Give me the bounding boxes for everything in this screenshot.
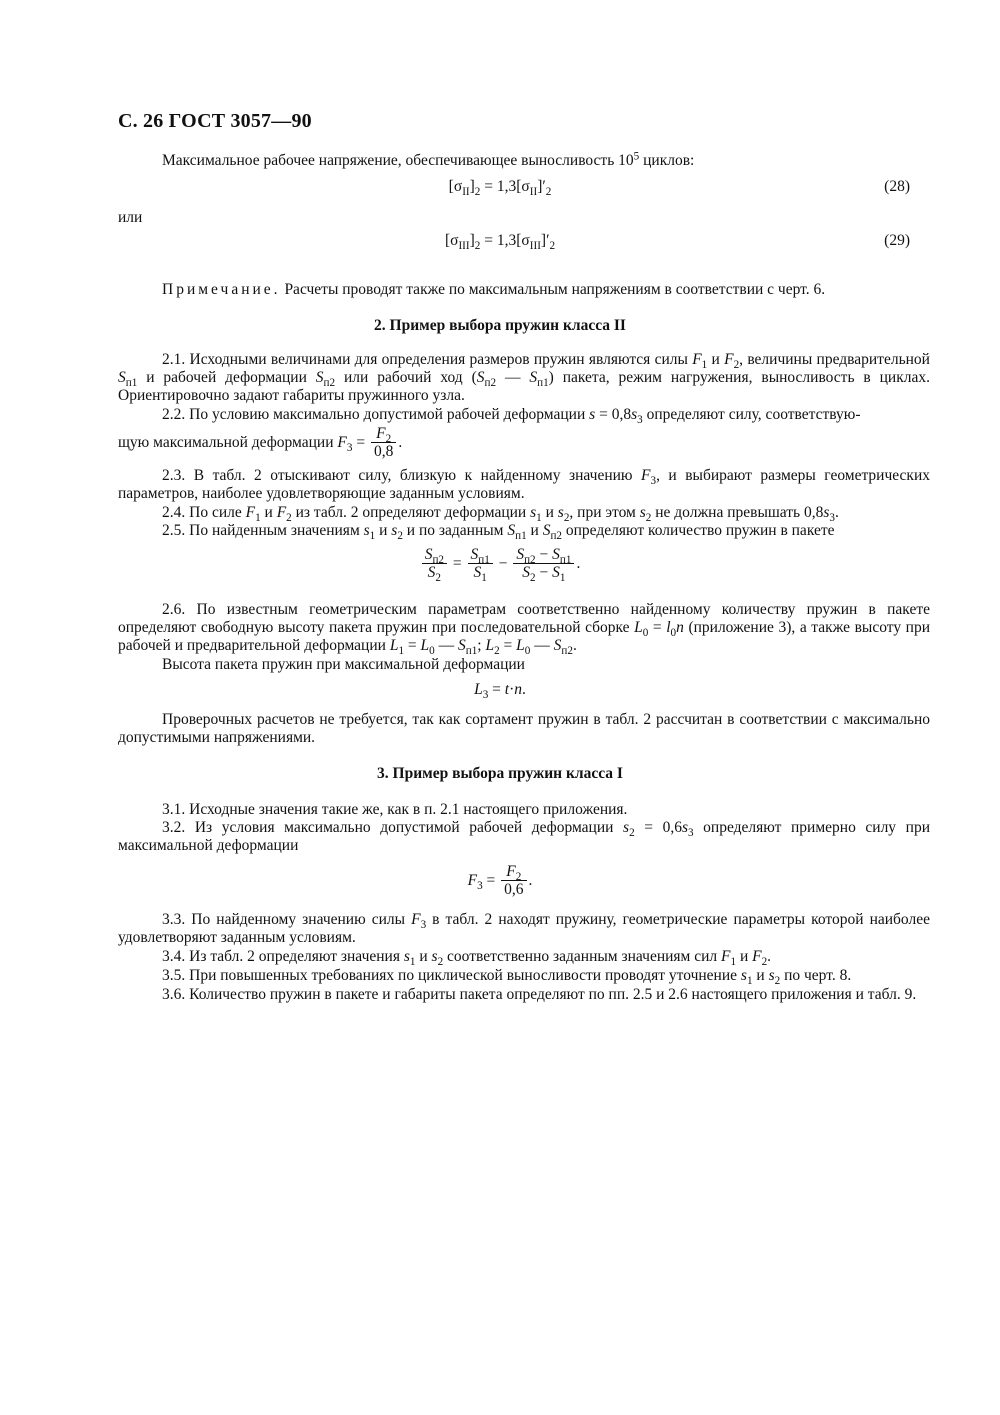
paragraph-2-6-text: 2.6. По известным геометрическим параметрам соответственно найденному количеству пружин в пакете определяют свободную высоту пакета пружин при последовательной сборке (118, 601, 930, 636)
paragraph-2-1-text: 2.1. Исходными величинами для определения размеров пружин являются силы (162, 351, 693, 368)
fraction-f2-over-08: $\frac{F_2}{0,8}$ (371, 426, 396, 461)
section-2-heading: 2. Пример выбора пружин класса II (374, 317, 626, 334)
paragraph-2-5-text: 2.5. По найденным значениям (162, 522, 364, 539)
paragraph-3-2-text: 3.2. Из условия максимально допустимой рабочей деформации (162, 819, 624, 836)
paragraph-height: Высота пакета пружин при максимальной деформации (162, 656, 525, 673)
intro-text: Максимальное рабочее напряжение, обеспечивающее выносливость 10 (162, 152, 634, 169)
note-paragraph (118, 281, 930, 299)
paragraph-2-2: 2.2. По условию максимально допустимой рабочей деформации $s = 0,8s_3$ определяют силу, соответствую- (162, 406, 861, 426)
paragraph-3-1: 3.1. Исходные значения такие же, как в п. 2.1 настоящего приложения. (162, 801, 628, 818)
equation-28-number: (28) (884, 178, 910, 195)
paragraph-3-3-text: 3.3. По найденному значению силы (162, 911, 412, 928)
paragraph-2-2-cont: щую максимальной деформации $F_3$ = $\frac{F_2}{0,8}$ . (118, 425, 403, 460)
equation-29: $[\sigma_{III}]_2 = 1,3[\sigma_{III}]'_2$ (444, 232, 556, 252)
paragraph-2-6: 2.6. По известным геометрическим параметрам соответственно найденному количеству пружин в пакете определяют свободную высоту пакета пружин при последовательной сборке $L_0 = l_0n$ (приложение 3), а также высоту при рабочей и предварительной деформации $L_1 = L_0$ — $S_{п1}$; $L_2 = L_0$ — $S_{п2}$. (118, 601, 930, 657)
note-label: Примечание. (162, 281, 281, 298)
intro-end: циклов: (639, 152, 695, 169)
paragraph-3-4: 3.4. Из табл. 2 определяют значения $s_1$ и $s_2$ соответственно заданным значениям сил $F_1$ и $F_2$. (162, 948, 772, 968)
paragraph-2-5: 2.5. По найденным значениям $s_1$ и $s_2$ и по заданным $S_{п1}$ и $S_{п2}$ определяют количество пружин в пакете (162, 522, 835, 542)
paragraph-3-3: 3.3. По найденному значению силы $F_3$ в табл. 2 находят пружину, геометрические параметры которой наиболее удовлетворяют заданным условиям. (118, 911, 930, 946)
page-header: С. 26 ГОСТ 3057—90 (118, 110, 312, 132)
intro-paragraph (118, 152, 930, 170)
paragraph-3-5-text: 3.5. При повышенных требованиях по циклической выносливости проводят уточнение (162, 967, 741, 984)
paragraph-2-3: 2.3. В табл. 2 отыскивают силу, близкую к найденному значению $F_3$, и выбирают размеры геометрических параметров, наиболее удовлетворяющие заданным условиям. (118, 467, 930, 502)
note-text: Расчеты проводят также по максимальным напряжениям в соответствии с черт. 6. (280, 281, 826, 298)
intro-exponent: 5 (633, 150, 640, 163)
paragraph-2-4-text: 2.4. По силе (162, 504, 246, 521)
paragraph-2-3-text: 2.3. В табл. 2 отыскивают силу, близкую к найденному значению (162, 467, 642, 484)
paragraph-check: Проверочных расчетов не требуется, так как сортамент пружин в табл. 2 рассчитан в соответствии с максимально допустимыми напряжениями. (118, 711, 930, 746)
section-3-heading: 3. Пример выбора пружин класса I (377, 765, 623, 782)
equation-29-number: (29) (884, 232, 910, 249)
equation-28: $[\sigma_{II}]_2 = 1,3[\sigma_{II}]'_2$ (448, 178, 552, 198)
paragraph-3-2: 3.2. Из условия максимально допустимой рабочей деформации $s_2 = 0,6s_3$ определяют примерно силу при максимальной деформации (118, 819, 930, 854)
paragraph-2-1: 2.1. Исходными величинами для определения размеров пружин являются силы $F_1$ и $F_2$, величины предварительной $S_{п1}$ и рабочей деформации $S_{п2}$ или рабочий ход ($S_{п2}$ — $S_{п1}$) пакета, режим нагружения, выносливость в циклах. Ориентировочно задают габариты пружинного узла. (118, 351, 930, 404)
paragraph-3-6: 3.6. Количество пружин в пакете и габариты пакета определяют по пп. 2.5 и 2.6 настоящего приложения и табл. 9. (162, 986, 917, 1003)
paragraph-3-4-text: 3.4. Из табл. 2 определяют значения (162, 948, 404, 965)
equation-l3: $L_3 = t\cdot n$. (474, 681, 526, 701)
equation-f3: $F_3$ = $\frac{F_2}{0,6}$ . (467, 863, 533, 898)
equation-spring-count: $\frac{S_{п2}}{S_2}$ = $\frac{S_{п1}}{S_1}$ − $\frac{S_{п2} - S_{п1}}{S_2 - S_1}$ . (0, 547, 1000, 582)
paragraph-2-4: 2.4. По силе $F_1$ и $F_2$ из табл. 2 определяют деформации $s_1$ и $s_2$, при этом $s_2$ не должна превышать $0,8s_3$. (162, 504, 839, 524)
or-label: или (118, 209, 143, 226)
paragraph-3-5: 3.5. При повышенных требованиях по циклической выносливости проводят уточнение $s_1$ и $s_2$ по черт. 8. (162, 967, 852, 987)
paragraph-2-2-text: 2.2. По условию максимально допустимой рабочей деформации (162, 406, 590, 423)
